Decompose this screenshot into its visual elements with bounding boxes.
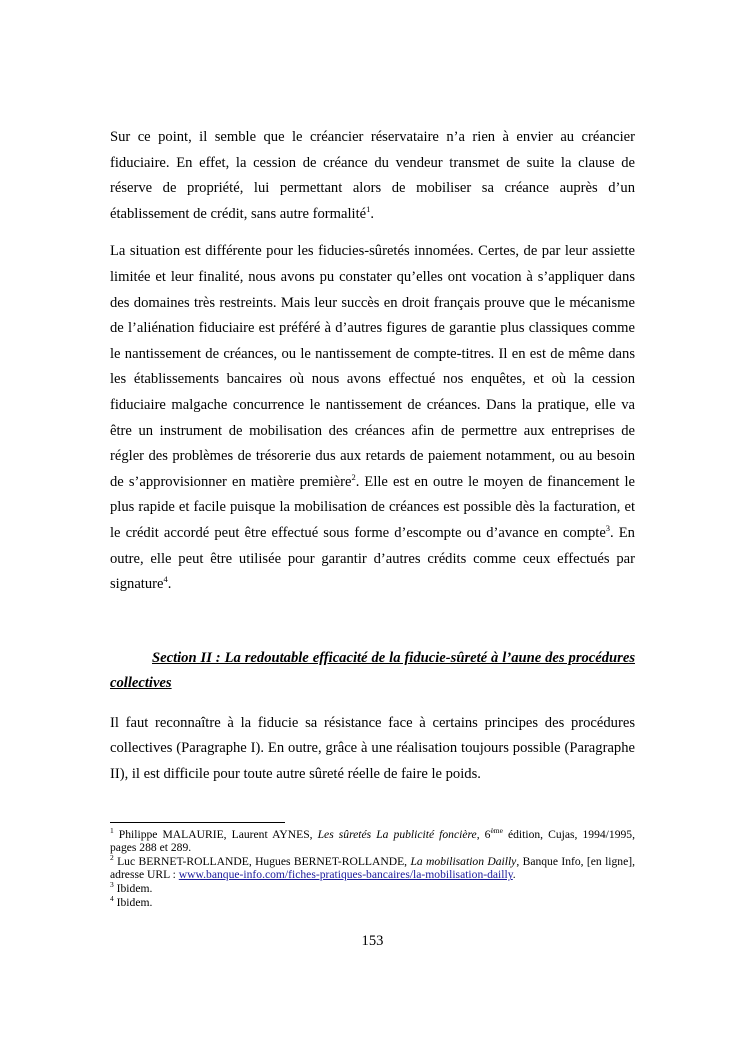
footnote-4-text: Ibidem. (113, 895, 153, 909)
footnote-4 (110, 893, 635, 910)
footnote-2-title: La mobilisation Dailly (410, 854, 517, 868)
footnote-separator (110, 822, 285, 823)
paragraph-3-text: Il faut reconnaître à la fiducie sa résistance face à certains principes des procédures collectives (Paragraphe I). En outre, grâce à une réalisation toujours possible (Paragraphe II), il est difficile pour toute autre sûreté réelle de faire le poids. (110, 714, 635, 783)
footnotes (110, 825, 636, 910)
footnote-2-middle: , Banque Info, [en ligne], adresse URL : (110, 854, 636, 882)
footnote-2-end: . (512, 868, 516, 882)
paragraph-2-end: . (167, 576, 172, 593)
page-number: 153 (361, 933, 384, 949)
paragraph-2-part-1: La situation est différente pour les fiducies-sûretés innomées. Certes, de par leur assiette limitée et leur finalité, nous avons pu constater qu’elles ont vocation à s’appliquer dans des domaines très restreints. Mais leur succès en droit français prouve que le mécanisme de l’aliénation fiduciaire est préféré à d’autres figures de garantie plus classiques comme le nantissement de créances, ou le nantissement de compte-titres. Il en est de même dans les établissements bancaires où nous avons effectué nos enquêtes, et où la cession fiduciaire malgache concurrence le nantissement de créances. Dans la pratique, elle va être un instrument de mobilisation des créances afin de permettre aux entreprises de régler des problèmes de trésorerie dus aux retards de paiement notamment, ou au besoin de s’approvisionner en matière première (110, 243, 635, 490)
footnote-1-rest: édition, Cujas, 1994/1995, pages 288 et 289. (110, 827, 635, 855)
footnote-3 (110, 882, 635, 896)
footnote-2-authors: Luc BERNET-ROLLANDE, Hugues BERNET-ROLLANDE, (113, 854, 411, 868)
footnote-ref-4[interactable]: 4 (163, 574, 168, 585)
footnote-1 (110, 825, 635, 855)
footnote-2-url-link[interactable]: www.banque-info.com/fiches-pratiques-bancaires/la-mobilisation-dailly (178, 868, 513, 882)
footnote-ref-3[interactable]: 3 (605, 523, 611, 534)
paragraph-1-end: . (370, 205, 375, 222)
paragraph-1-text: Sur ce point, il semble que le créancier réservataire n’a rien à envier au créancier fiduciaire. En effet, la cession de créance du vendeur transmet de suite la clause de réserve de propriété, lui permettant alors de mobiliser sa créance auprès d’un établissement de crédit, sans autre formalité (110, 129, 635, 222)
footnote-1-title: Les sûretés La publicité foncière (317, 827, 477, 841)
footnote-2 (110, 852, 636, 882)
footnote-4-number: 4 (110, 893, 114, 903)
paragraph-3 (110, 711, 635, 788)
footnote-1-edition-suffix: ème (490, 825, 503, 835)
footnote-3-text: Ibidem. (113, 882, 153, 896)
paragraph-2 (110, 239, 635, 597)
footnote-1-edition: , 6 (476, 827, 491, 841)
paragraph-1 (110, 125, 635, 227)
footnote-1-authors: Philippe MALAURIE, Laurent AYNES, (113, 827, 318, 841)
section-heading: Section II : La redoutable efficacité de la fiducie-sûreté à l’aune des procédures collectives (110, 649, 635, 692)
page-body (110, 125, 635, 909)
paragraph-2-part-3: . En outre, elle peut être utilisée pour garantir d’autres crédits comme ceux effectués par signature (110, 524, 635, 593)
footnote-3-number: 3 (110, 880, 114, 890)
footnote-1-number: 1 (110, 825, 114, 835)
footnote-2-number: 2 (110, 852, 114, 862)
paragraph-2-part-2: . Elle est en outre le moyen de financement le plus rapide et facile puisque la mobilisation de créances est possible dès la facturation, et le crédit accordé peut être effectué sous forme d’escompte ou d’avance en compte (110, 473, 635, 541)
footnote-ref-1[interactable]: 1 (366, 203, 371, 214)
footnote-ref-2[interactable]: 2 (351, 471, 356, 482)
